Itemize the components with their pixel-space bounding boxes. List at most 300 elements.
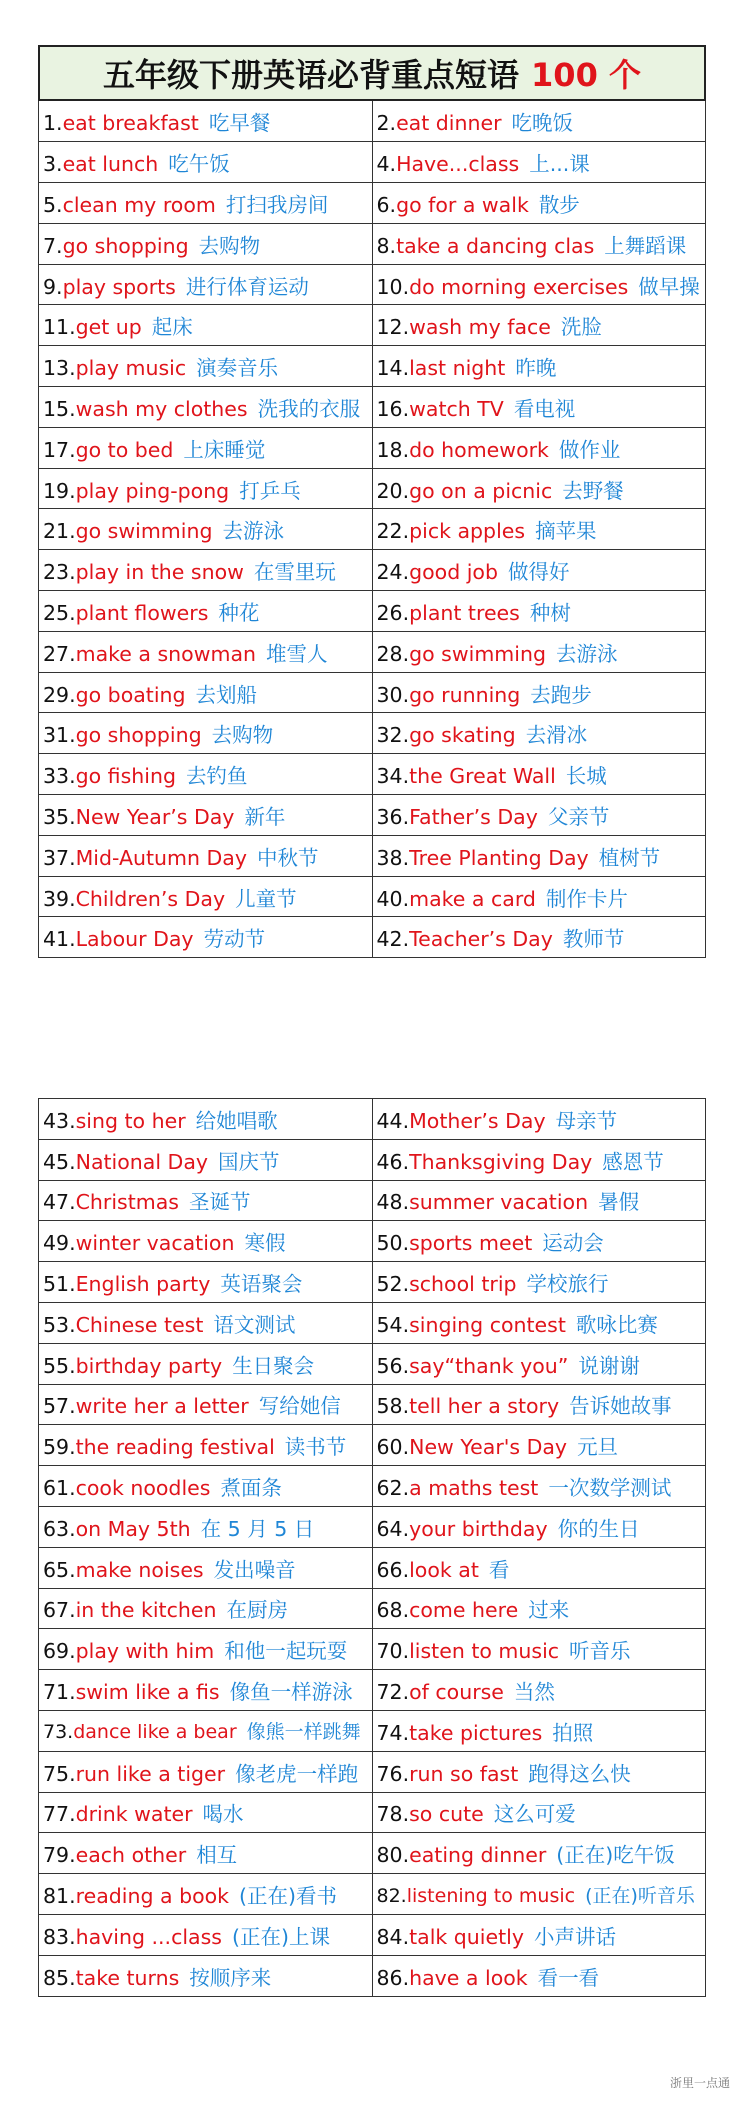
phrase-cell xyxy=(372,1833,706,1874)
phrase-number: 6. xyxy=(376,192,397,217)
table-row xyxy=(39,183,706,224)
phrase-cell xyxy=(372,142,706,183)
phrase-number: 40. xyxy=(376,886,410,911)
phrase-english: sing to her xyxy=(75,1108,186,1133)
phrase-chinese: 看一看 xyxy=(537,1965,600,1990)
phrase-chinese: 制作卡片 xyxy=(545,886,628,911)
phrase-cell xyxy=(39,1792,373,1833)
phrase-number: 15. xyxy=(43,396,76,421)
phrase-english: talk quietly xyxy=(409,1924,524,1949)
phrase-chinese: 打乒乓 xyxy=(239,478,301,503)
table-row xyxy=(39,835,706,876)
phrase-chinese: 做作业 xyxy=(558,437,621,462)
phrase-english: Thanksgiving Day xyxy=(409,1149,593,1174)
phrase-cell xyxy=(39,1833,373,1874)
phrase-english: write her a letter xyxy=(75,1394,249,1419)
phrase-english: go for a walk xyxy=(396,192,529,217)
phrase-english: Chinese test xyxy=(75,1312,204,1337)
phrase-cell xyxy=(372,917,706,958)
table-row xyxy=(39,1262,706,1303)
phrase-chinese: 散步 xyxy=(538,192,580,217)
phrase-cell xyxy=(39,223,373,264)
phrase-cell xyxy=(39,1955,373,1996)
phrase-chinese: 洗脸 xyxy=(560,315,602,340)
phrase-english: go on a picnic xyxy=(409,478,553,503)
phrase-english: take pictures xyxy=(409,1720,543,1745)
phrase-english: the reading festival xyxy=(75,1435,275,1460)
phrase-cell xyxy=(372,1262,706,1303)
phrase-english: go swimming xyxy=(409,641,546,666)
table-row xyxy=(39,1425,706,1466)
phrase-english: take a dancing clas xyxy=(396,233,595,258)
phrase-english: go running xyxy=(409,682,521,707)
phrase-chinese: 去游泳 xyxy=(222,519,284,544)
phrase-number: 47. xyxy=(43,1190,76,1215)
phrase-cell xyxy=(372,1099,706,1140)
phrase-cell xyxy=(372,591,706,632)
footer-watermark: 浙里一点通 xyxy=(669,2076,730,2090)
phrase-chinese: 像鱼一样游泳 xyxy=(229,1680,353,1705)
phrase-cell xyxy=(39,1302,373,1343)
phrase-chinese: 吃晚饭 xyxy=(511,111,574,136)
phrase-cell xyxy=(372,346,706,387)
phrase-cell xyxy=(39,1547,373,1588)
phrase-number: 75. xyxy=(43,1761,76,1786)
phrase-chinese: 去野餐 xyxy=(562,478,624,503)
phrase-english: in the kitchen xyxy=(75,1598,217,1623)
phrase-cell xyxy=(39,427,373,468)
phrase-english: Tree Planting Day xyxy=(409,845,589,870)
phrase-chinese: 这么可爱 xyxy=(493,1802,576,1827)
phrase-english: plant flowers xyxy=(75,600,209,625)
phrase-chinese: 写给她信 xyxy=(258,1394,341,1419)
phrase-cell xyxy=(372,183,706,224)
phrase-chinese: 暑假 xyxy=(598,1190,640,1215)
phrase-chinese: 去跑步 xyxy=(530,682,592,707)
phrase-english: tell her a story xyxy=(409,1394,560,1419)
phrase-chinese: 去钓鱼 xyxy=(185,764,248,789)
phrase-number: 81. xyxy=(43,1884,76,1909)
phrase-number: 58. xyxy=(376,1394,410,1419)
phrase-chinese: 母亲节 xyxy=(555,1108,618,1133)
phrase-english: each other xyxy=(75,1843,187,1868)
phrase-cell xyxy=(372,1792,706,1833)
phrase-chinese: 长城 xyxy=(565,764,607,789)
phrase-sheet-1 xyxy=(38,45,706,958)
phrase-cell xyxy=(372,1180,706,1221)
phrase-english: make a card xyxy=(409,886,536,911)
table-row xyxy=(39,754,706,795)
phrase-english: drink water xyxy=(75,1802,193,1827)
phrase-number: 52. xyxy=(376,1272,410,1297)
phrase-english: come here xyxy=(409,1598,519,1623)
phrase-english: listen to music xyxy=(409,1639,560,1664)
phrase-cell xyxy=(39,346,373,387)
phrase-number: 74. xyxy=(376,1720,410,1745)
phrase-cell xyxy=(39,183,373,224)
phrase-number: 29. xyxy=(43,682,76,707)
phrase-english: watch TV xyxy=(409,396,504,421)
phrase-cell xyxy=(39,1466,373,1507)
phrase-english: get up xyxy=(75,315,142,340)
table-row xyxy=(39,1099,706,1140)
phrase-english: take turns xyxy=(75,1965,180,1990)
phrase-chinese: 发出噪音 xyxy=(213,1557,296,1582)
phrase-number: 33. xyxy=(43,764,76,789)
phrase-number: 25. xyxy=(43,600,76,625)
phrase-number: 24. xyxy=(376,560,410,585)
phrase-english: Christmas xyxy=(75,1190,179,1215)
phrase-chinese: 英语聚会 xyxy=(220,1272,303,1297)
phrase-cell xyxy=(372,1139,706,1180)
phrase-chinese: (正在)听音乐 xyxy=(585,1884,695,1907)
table-row xyxy=(39,631,706,672)
phrase-english: play ping-pong xyxy=(75,478,230,503)
phrase-number: 56. xyxy=(376,1353,410,1378)
phrase-chinese: 做得好 xyxy=(508,560,570,585)
phrase-cell xyxy=(372,795,706,836)
table-row xyxy=(39,509,706,550)
phrase-cell xyxy=(372,835,706,876)
phrase-cell xyxy=(372,468,706,509)
phrase-chinese: 跑得这么快 xyxy=(528,1761,631,1786)
phrase-number: 73. xyxy=(43,1721,74,1744)
table-row xyxy=(39,1547,706,1588)
phrase-cell xyxy=(372,387,706,428)
phrase-number: 39. xyxy=(43,886,76,911)
phrase-cell xyxy=(372,1751,706,1792)
phrase-number: 36. xyxy=(376,804,410,829)
phrase-number: 71. xyxy=(43,1680,76,1705)
phrase-chinese: 上...课 xyxy=(529,152,590,177)
phrase-english: play sports xyxy=(62,274,176,299)
phrase-chinese: 在 5 月 5 日 xyxy=(200,1516,315,1541)
table-row xyxy=(39,468,706,509)
title-text: 五年级下册英语必背重点短语 xyxy=(103,56,520,94)
phrase-chinese: 你的生日 xyxy=(557,1516,640,1541)
phrase-number: 3. xyxy=(43,152,63,177)
phrase-number: 18. xyxy=(376,437,410,462)
phrase-number: 82. xyxy=(376,1884,407,1907)
phrase-cell xyxy=(39,917,373,958)
phrase-english: last night xyxy=(409,356,506,381)
phrase-cell xyxy=(372,1710,706,1751)
phrase-english: run like a tiger xyxy=(75,1761,226,1786)
phrase-chinese: 按顺序来 xyxy=(189,1965,272,1990)
phrase-cell xyxy=(372,754,706,795)
phrase-cell xyxy=(39,1874,373,1915)
phrase-english: go skating xyxy=(409,723,516,748)
phrase-cell xyxy=(372,1629,706,1670)
phrase-cell xyxy=(372,427,706,468)
table-row xyxy=(39,264,706,305)
phrase-english: singing contest xyxy=(409,1312,566,1337)
phrase-chinese: 语文测试 xyxy=(213,1312,296,1337)
table-row xyxy=(39,1139,706,1180)
phrase-cell xyxy=(39,795,373,836)
phrase-cell xyxy=(39,1629,373,1670)
phrase-number: 54. xyxy=(376,1312,410,1337)
phrase-number: 69. xyxy=(43,1639,76,1664)
phrase-cell xyxy=(39,1099,373,1140)
phrase-cell xyxy=(372,264,706,305)
phrase-chinese: 种树 xyxy=(529,600,571,625)
phrase-cell xyxy=(372,1425,706,1466)
phrase-english: English party xyxy=(75,1272,211,1297)
phrase-number: 83. xyxy=(43,1924,76,1949)
phrase-number: 84. xyxy=(376,1924,410,1949)
phrase-number: 80. xyxy=(376,1843,410,1868)
phrase-english: play with him xyxy=(75,1639,215,1664)
table-row xyxy=(39,387,706,428)
phrase-number: 17. xyxy=(43,437,76,462)
phrase-number: 22. xyxy=(376,519,410,544)
phrase-cell xyxy=(372,101,706,142)
table-row xyxy=(39,1180,706,1221)
phrase-number: 61. xyxy=(43,1476,76,1501)
phrase-english: do homework xyxy=(409,437,549,462)
phrase-chinese: 父亲节 xyxy=(547,804,610,829)
phrase-chinese: 读书节 xyxy=(284,1435,347,1460)
phrase-number: 48. xyxy=(376,1190,410,1215)
phrase-cell xyxy=(39,1343,373,1384)
phrase-cell xyxy=(372,876,706,917)
phrase-english: plant trees xyxy=(409,600,520,625)
phrase-english: swim like a fis xyxy=(75,1680,220,1705)
phrase-number: 63. xyxy=(43,1516,76,1541)
phrase-english: go shopping xyxy=(62,233,189,258)
phrase-number: 21. xyxy=(43,519,76,544)
table-row xyxy=(39,1629,706,1670)
phrase-chinese: 新年 xyxy=(244,804,286,829)
phrase-english: go to bed xyxy=(75,437,174,462)
phrase-english: Have...class xyxy=(396,152,520,177)
phrase-english: wash my clothes xyxy=(75,396,248,421)
phrase-english: go boating xyxy=(75,682,186,707)
phrase-number: 28. xyxy=(376,641,410,666)
table-row xyxy=(39,1506,706,1547)
phrase-number: 49. xyxy=(43,1231,76,1256)
phrase-number: 42. xyxy=(376,927,410,952)
phrase-chinese: 听音乐 xyxy=(569,1639,631,1664)
phrase-cell xyxy=(372,1506,706,1547)
phrase-english: summer vacation xyxy=(409,1190,589,1215)
phrase-english: Mid-Autumn Day xyxy=(75,845,247,870)
phrase-table-1 xyxy=(38,101,706,958)
table-row xyxy=(39,1343,706,1384)
table-row xyxy=(39,1384,706,1425)
phrase-cell xyxy=(39,142,373,183)
phrase-english: on May 5th xyxy=(75,1516,191,1541)
phrase-english: so cute xyxy=(409,1802,484,1827)
phrase-cell xyxy=(372,1914,706,1955)
phrase-cell xyxy=(372,672,706,713)
table-row xyxy=(39,427,706,468)
phrase-english: Labour Day xyxy=(75,927,194,952)
phrase-cell xyxy=(39,876,373,917)
phrase-number: 86. xyxy=(376,1965,410,1990)
phrase-english: look at xyxy=(409,1557,479,1582)
phrase-number: 68. xyxy=(376,1598,410,1623)
phrase-chinese: 像老虎一样跑 xyxy=(235,1761,359,1786)
phrase-english: clean my room xyxy=(62,192,216,217)
phrase-chinese: 运动会 xyxy=(542,1231,604,1256)
phrase-cell xyxy=(39,1670,373,1711)
phrase-english: do morning exercises xyxy=(409,274,629,299)
phrase-chinese: 给她唱歌 xyxy=(195,1108,278,1133)
phrase-number: 46. xyxy=(376,1149,410,1174)
phrase-chinese: 歌咏比赛 xyxy=(575,1312,658,1337)
phrase-chinese: 一次数学测试 xyxy=(548,1476,672,1501)
phrase-cell xyxy=(372,1670,706,1711)
phrase-chinese: 去购物 xyxy=(198,233,261,258)
phrase-cell xyxy=(372,1343,706,1384)
phrase-number: 9. xyxy=(43,274,63,299)
phrase-number: 41. xyxy=(43,927,76,952)
phrase-english: say“thank you” xyxy=(409,1353,569,1378)
phrase-english: the Great Wall xyxy=(409,764,556,789)
phrase-number: 78. xyxy=(376,1802,410,1827)
phrase-number: 44. xyxy=(376,1108,410,1133)
phrase-english: good job xyxy=(409,560,498,585)
phrase-cell xyxy=(39,1262,373,1303)
phrase-chinese: 元旦 xyxy=(577,1435,619,1460)
phrase-number: 13. xyxy=(43,356,76,381)
phrase-number: 70. xyxy=(376,1639,410,1664)
phrase-cell xyxy=(372,1384,706,1425)
phrase-english: National Day xyxy=(75,1149,209,1174)
phrase-chinese: 当然 xyxy=(513,1680,555,1705)
table-row xyxy=(39,1670,706,1711)
phrase-cell xyxy=(39,264,373,305)
phrase-number: 2. xyxy=(376,111,397,136)
phrase-number: 57. xyxy=(43,1394,76,1419)
phrase-chinese: 学校旅行 xyxy=(526,1272,609,1297)
phrase-number: 76. xyxy=(376,1761,410,1786)
table-row xyxy=(39,1914,706,1955)
phrase-cell xyxy=(39,1180,373,1221)
table-row xyxy=(39,1588,706,1629)
phrase-chinese: 煮面条 xyxy=(220,1476,282,1501)
phrase-chinese: 看电视 xyxy=(513,396,576,421)
phrase-english: play in the snow xyxy=(75,560,244,585)
phrase-number: 45. xyxy=(43,1149,76,1174)
phrase-number: 34. xyxy=(376,764,410,789)
table-row xyxy=(39,1466,706,1507)
phrase-chinese: 在厨房 xyxy=(226,1598,288,1623)
phrase-cell xyxy=(39,672,373,713)
phrase-number: 32. xyxy=(376,723,410,748)
phrase-cell xyxy=(372,1221,706,1262)
phrase-chinese: 告诉她故事 xyxy=(569,1394,672,1419)
phrase-english: make noises xyxy=(75,1557,204,1582)
page-title xyxy=(38,45,706,101)
phrase-cell xyxy=(372,1547,706,1588)
phrase-cell xyxy=(39,591,373,632)
phrase-chinese: 种花 xyxy=(218,600,260,625)
phrase-english: go shopping xyxy=(75,723,202,748)
phrase-number: 37. xyxy=(43,845,76,870)
phrase-cell xyxy=(39,1221,373,1262)
phrase-cell xyxy=(372,631,706,672)
phrase-english: birthday party xyxy=(75,1353,223,1378)
phrase-cell xyxy=(39,754,373,795)
phrase-chinese: 吃午饭 xyxy=(168,152,230,177)
phrase-number: 8. xyxy=(376,233,397,258)
phrase-cell xyxy=(39,631,373,672)
phrase-chinese: 做早操 xyxy=(638,274,700,299)
phrase-number: 50. xyxy=(376,1231,410,1256)
phrase-number: 19. xyxy=(43,478,76,503)
phrase-number: 72. xyxy=(376,1680,410,1705)
phrase-cell xyxy=(39,1139,373,1180)
phrase-chinese: 和他一起玩耍 xyxy=(224,1639,348,1664)
phrase-number: 62. xyxy=(376,1476,410,1501)
phrase-english: eat lunch xyxy=(62,152,159,177)
phrase-chinese: 教师节 xyxy=(562,927,625,952)
phrase-number: 64. xyxy=(376,1516,410,1541)
phrase-cell xyxy=(39,1425,373,1466)
phrase-number: 55. xyxy=(43,1353,76,1378)
phrase-cell xyxy=(372,1466,706,1507)
phrase-english: go fishing xyxy=(75,764,176,789)
phrase-cell xyxy=(39,1588,373,1629)
phrase-english: Teacher’s Day xyxy=(409,927,553,952)
phrase-chinese: (正在)上课 xyxy=(231,1924,330,1949)
phrase-number: 11. xyxy=(43,315,76,340)
phrase-cell xyxy=(39,387,373,428)
table-row xyxy=(39,1955,706,1996)
phrase-chinese: 过来 xyxy=(528,1598,570,1623)
phrase-chinese: 去滑冰 xyxy=(525,723,588,748)
phrase-number: 59. xyxy=(43,1435,76,1460)
phrase-number: 20. xyxy=(376,478,410,503)
phrase-cell xyxy=(39,101,373,142)
phrase-chinese: 像熊一样跳舞 xyxy=(246,1721,361,1744)
phrase-chinese: 感恩节 xyxy=(602,1149,664,1174)
table-row xyxy=(39,876,706,917)
phrase-cell xyxy=(39,1710,373,1751)
phrase-cell xyxy=(39,835,373,876)
phrase-chinese: 寒假 xyxy=(244,1231,286,1256)
phrase-cell xyxy=(39,713,373,754)
phrase-number: 10. xyxy=(376,274,410,299)
phrase-chinese: 打扫我房间 xyxy=(225,192,329,217)
phrase-cell xyxy=(39,305,373,346)
phrase-chinese: 小声讲话 xyxy=(533,1924,616,1949)
phrase-chinese: 劳动节 xyxy=(203,927,266,952)
phrase-number: 79. xyxy=(43,1843,76,1868)
phrase-chinese: 国庆节 xyxy=(218,1149,280,1174)
phrase-chinese: 说谢谢 xyxy=(578,1353,640,1378)
phrase-chinese: 进行体育运动 xyxy=(185,274,309,299)
phrase-number: 30. xyxy=(376,682,410,707)
table-row xyxy=(39,1751,706,1792)
table-row xyxy=(39,1221,706,1262)
phrase-number: 23. xyxy=(43,560,76,585)
phrase-number: 65. xyxy=(43,1557,76,1582)
phrase-cell xyxy=(39,509,373,550)
table-row xyxy=(39,1302,706,1343)
phrase-number: 51. xyxy=(43,1272,76,1297)
phrase-english: dance like a bear xyxy=(73,1721,237,1744)
phrase-cell xyxy=(372,1955,706,1996)
phrase-number: 35. xyxy=(43,804,76,829)
phrase-number: 26. xyxy=(376,600,410,625)
phrase-cell xyxy=(372,1874,706,1915)
title-count: 100 个 xyxy=(531,56,641,94)
phrase-chinese: 生日聚会 xyxy=(232,1353,315,1378)
